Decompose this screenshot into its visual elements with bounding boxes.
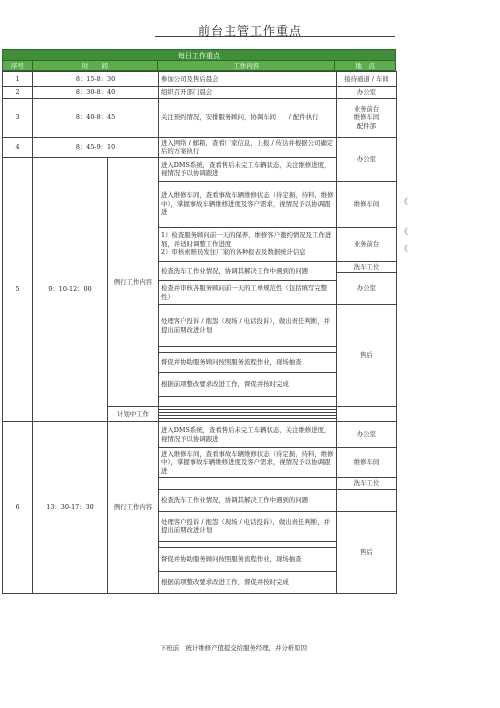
table-row — [3, 422, 397, 448]
sheet-banner: 每日工作重点 — [2, 49, 396, 61]
row-content — [159, 397, 337, 407]
row-no: 2 — [3, 87, 33, 99]
row-place: 售后 — [337, 305, 397, 407]
row-content: 督促并协助服务顾问按照服务流程作业，现场抽查 — [159, 547, 337, 571]
row-content: 根据前项整改要求改进工作，督促并按时完成 — [159, 373, 337, 397]
row-place: 售后 — [337, 511, 397, 593]
section5-plan-label: 计划中工作 — [108, 407, 159, 422]
section6-no: 6 — [3, 422, 33, 594]
row-no: 4 — [3, 137, 33, 157]
header-row — [2, 61, 396, 71]
row-content: 进入DMS系统，查看售后未完工车辆状态，关注维修进度，视情况予以协调跟进 — [159, 157, 337, 181]
section6-routine-label: 例行工作内容 — [108, 422, 159, 594]
row-place: 业务前台 维修车间 配件部 — [337, 98, 397, 137]
row-content: 检查并审核各服务顾问前一天的工单规范性（包括填写完整性） — [159, 281, 337, 305]
header-time: 时 间 — [33, 61, 158, 70]
section6-time: 13：30-17：30 — [33, 422, 108, 594]
side-mark: 《 — [400, 197, 408, 206]
row-content — [159, 478, 337, 490]
side-mark: 《 — [400, 227, 408, 236]
header-content: 工作内容 — [158, 61, 335, 70]
row-place: 接待通道 / 车间 — [337, 72, 397, 87]
footer-note: 下班前 统计维修产值提交给服务经理，并分析原因 — [160, 644, 307, 652]
row-content: 参加公司及售后晨会 — [159, 72, 337, 87]
header-no: 序号 — [3, 61, 33, 70]
row-content: 进入网络 / 邮箱，查看厂家信息，上报 / 传达并根据公司确定后的方案执行 — [159, 137, 337, 157]
row-content: 进入DMS系统，查看售后未完工车辆状态，关注维修进度，视情况予以协调跟进 — [159, 422, 337, 448]
table-row — [3, 98, 397, 137]
work-sheet — [2, 49, 396, 594]
row-time: 8：30-8：40 — [33, 87, 159, 99]
row-place: 洗车工位 — [337, 261, 397, 273]
row-time: 8：40-8：45 — [33, 98, 159, 137]
row-place: 办公室 — [337, 273, 397, 305]
row-no: 3 — [3, 98, 33, 137]
row-content: 检查洗车工作业情况，协调其解决工作中遇到的问题 — [159, 489, 337, 511]
header-place: 地 点 — [355, 62, 375, 70]
schedule-table — [2, 71, 397, 594]
row-content: 1）检查服务顾问前一天的保养、维修客户邀约情况及工作进展，并适时调整工作进度 2）审核索赔员发往厂家的各种报表及数据统计信息 — [159, 227, 337, 261]
row-content: 组织召开部门晨会 — [159, 87, 337, 99]
row-place — [337, 407, 397, 422]
section5-routine-label: 例行工作内容 — [108, 157, 159, 407]
row-content: 督促并协助服务顾问按照服务流程作业，现场抽查 — [159, 353, 337, 373]
row-content: 进入维修车间，查看事故车辆维修状态（待定损，待料，维修中），掌握事故车辆维修进度及客户需求，视情况予以协调跟进 — [159, 448, 337, 478]
title-underline — [155, 36, 395, 37]
row-place: 办公室 — [337, 87, 397, 99]
row-place — [337, 489, 397, 511]
row-time: 8：45-9：10 — [33, 137, 159, 157]
row-content: 进入维修车间，查看事故车辆维修状态（待定损，待料，维修中），掌握事故车辆维修进度及客户需求，视情况予以协调跟进 — [159, 181, 337, 227]
row-content: 处理客户投诉 / 抱怨（现场 / 电话投诉），做出责任判断，并提出前期改进计划 — [159, 511, 337, 541]
side-mark: 《 — [400, 244, 408, 253]
table-row — [3, 72, 397, 87]
row-content: 根据前项整改要求改进工作，督促并按时完成 — [159, 571, 337, 593]
section5-time: 9：10-12：00 — [33, 157, 108, 422]
table-row — [3, 87, 397, 99]
table-row — [3, 137, 397, 157]
row-time: 8：15-8：30 — [33, 72, 159, 87]
row-place: 洗车工位 — [337, 478, 397, 490]
section5-no: 5 — [3, 157, 33, 422]
row-place: 业务前台 — [337, 227, 397, 261]
row-place: 维修车间 — [337, 448, 397, 478]
row-content: 关注预约情况，安排服务顾问，协调车间 / 配件执行 — [159, 98, 337, 137]
row-content: 检查洗车工作业情况，协调其解决工作中遇到的问题 — [159, 261, 337, 281]
page-title: 前台主管工作重点 — [197, 24, 302, 38]
row-place: 办公室 — [337, 137, 397, 181]
row-place: 维修车间 — [337, 181, 397, 227]
row-place: 办公室 — [337, 422, 397, 448]
row-no: 1 — [3, 72, 33, 87]
row-content: 处理客户投诉 / 抱怨（现场 / 电话投诉），做出责任判断，并提出前期改进计划 — [159, 305, 337, 347]
